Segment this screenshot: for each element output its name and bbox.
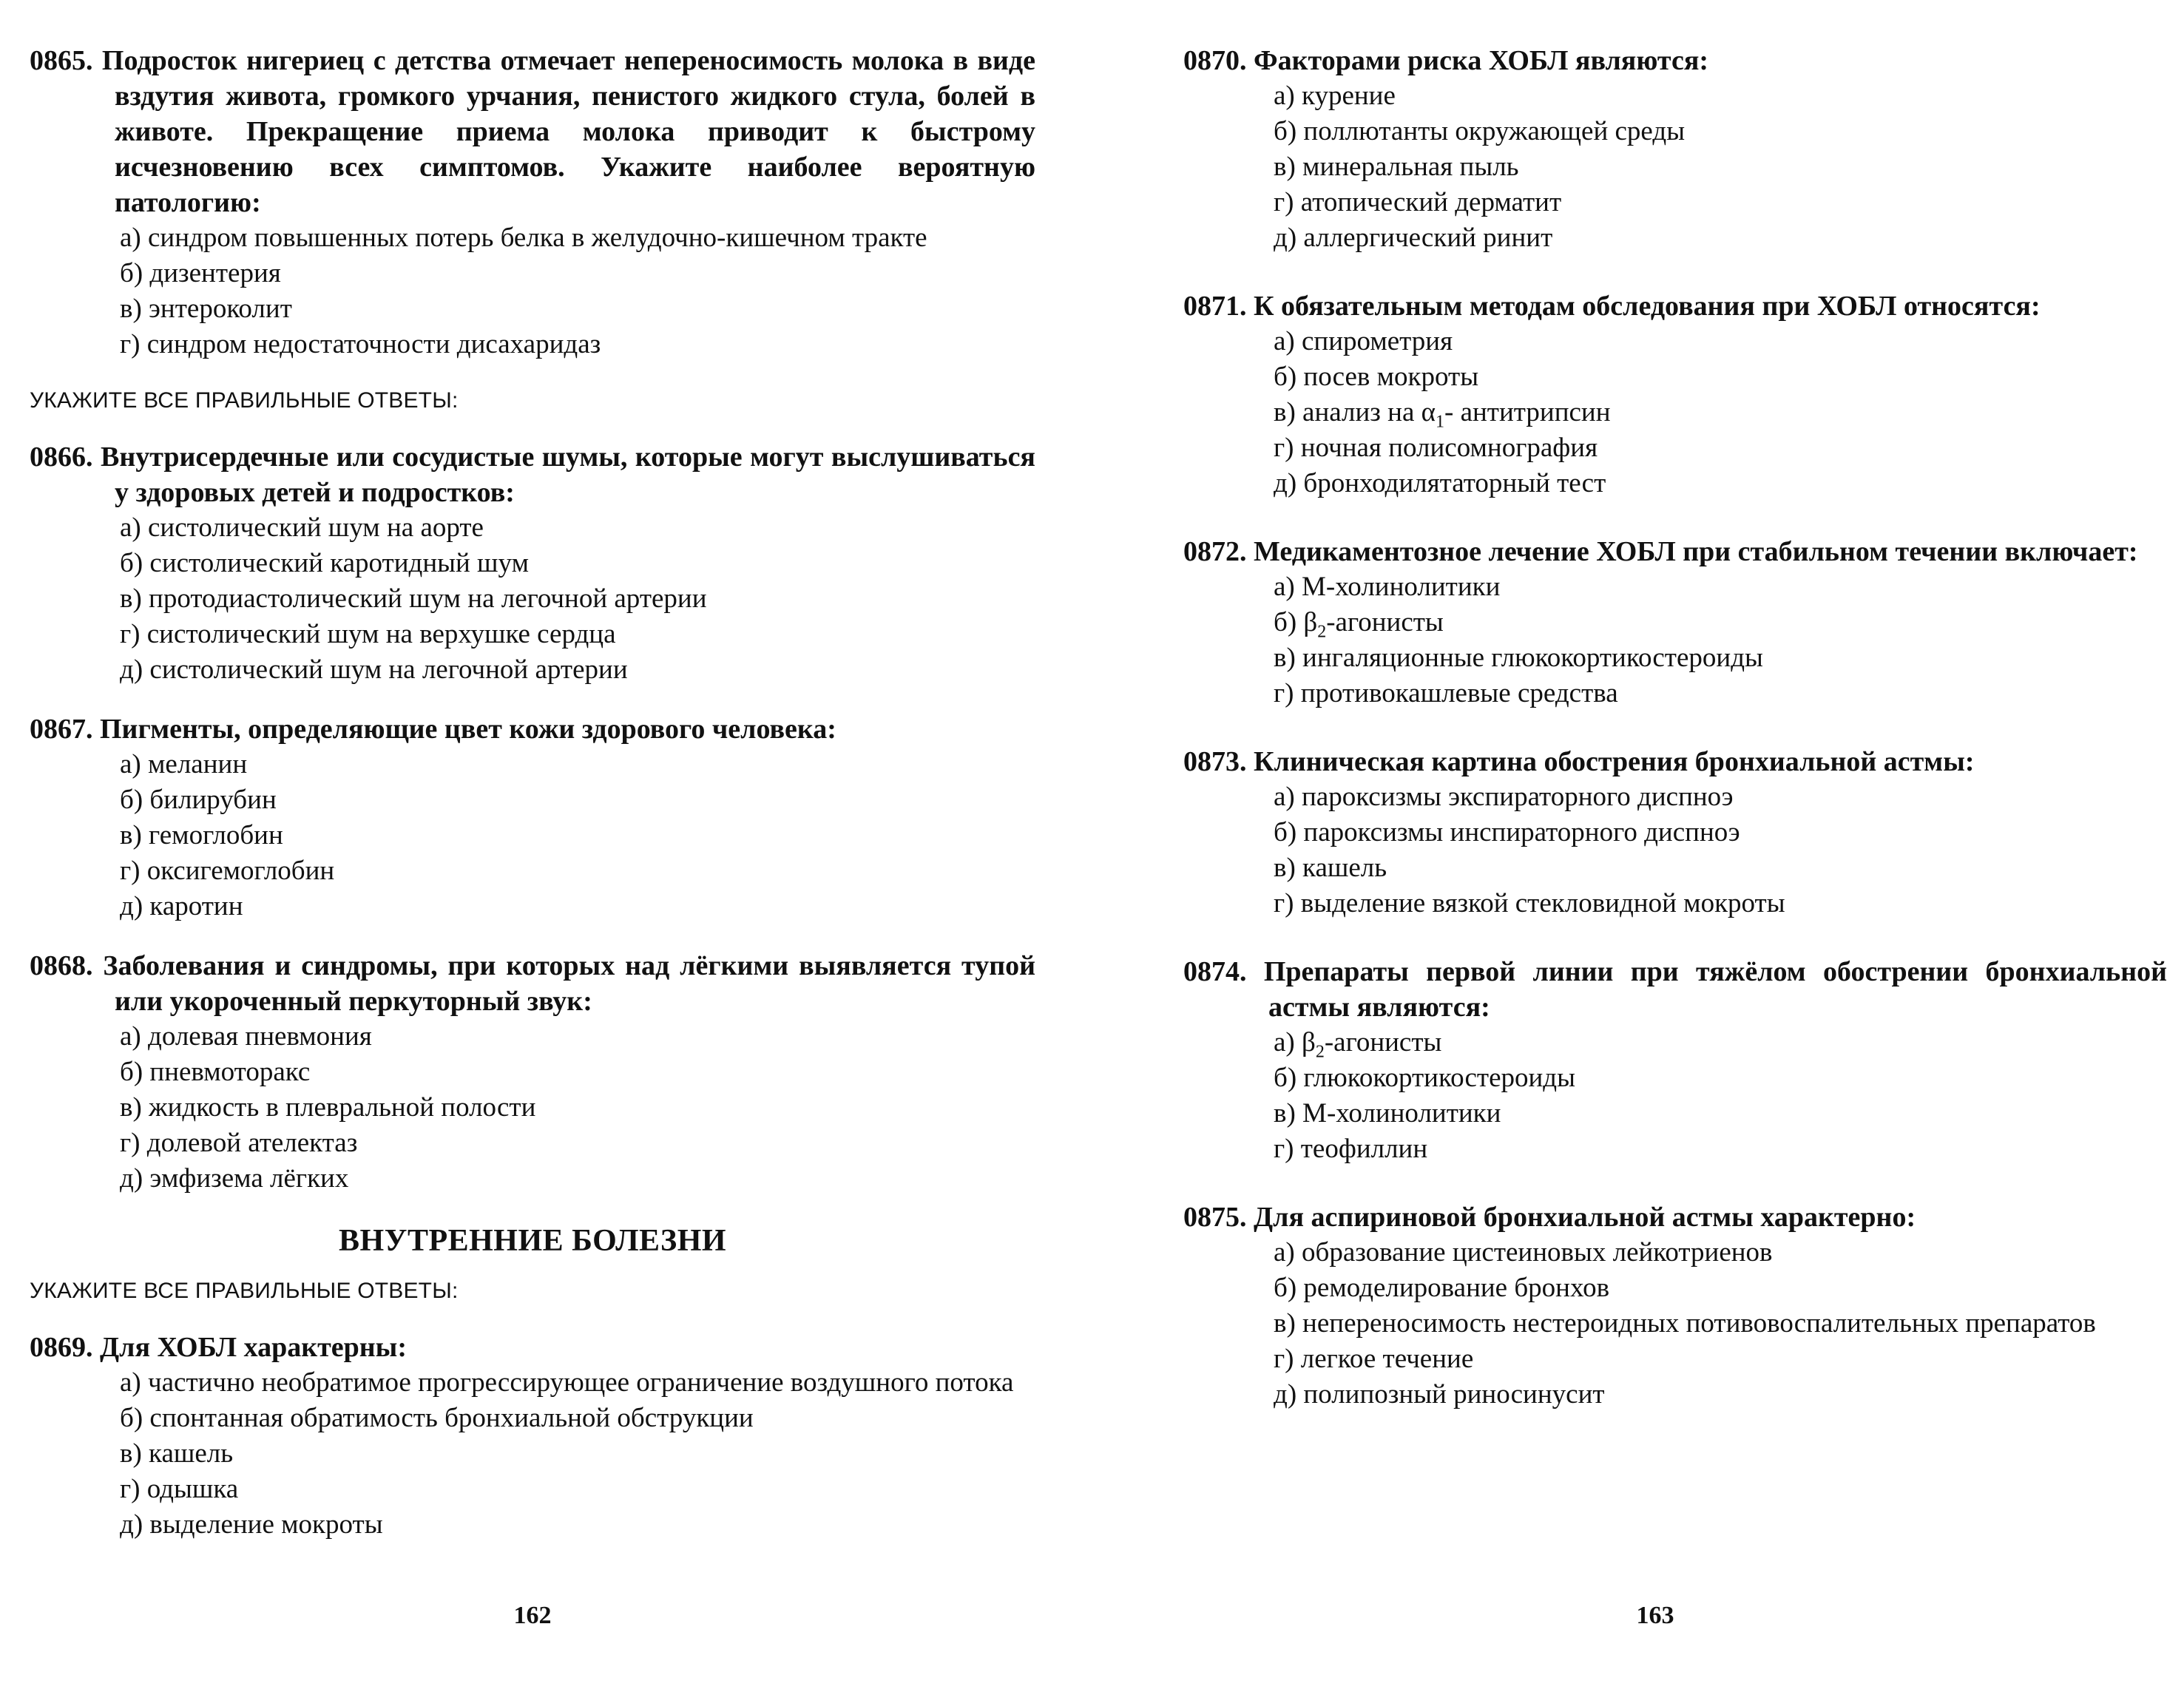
option: г) противокашлевые средства xyxy=(1274,678,1618,708)
option-list xyxy=(1183,779,2167,921)
option: б) ремоделирование бронхов xyxy=(1274,1273,1610,1303)
option: а) синдром повышенных потерь белка в желудочно-кишечном тракте xyxy=(120,223,927,253)
option: г) синдром недостаточности дисахаридаз xyxy=(120,329,601,359)
right-column xyxy=(1183,43,2167,1412)
option: в) гемоглобин xyxy=(120,820,283,850)
question-text xyxy=(30,43,1035,220)
option: б) посев мокроты xyxy=(1274,362,1479,392)
option: б) систолический каротидный шум xyxy=(120,548,529,578)
question-0869 xyxy=(30,1330,1035,1543)
right-page xyxy=(1092,0,2184,1692)
option: б) глюкокортикостероиды xyxy=(1274,1063,1575,1093)
left-column xyxy=(30,43,1035,1543)
section-title: ВНУТРЕННИЕ БОЛЕЗНИ xyxy=(338,1224,727,1258)
option-list xyxy=(1183,1235,2167,1412)
option: в) энтероколит xyxy=(120,294,292,324)
question-text xyxy=(30,948,1035,1019)
option: а) частично необратимое прогрессирующее ограничение воздушного потока xyxy=(120,1367,1014,1398)
option: б) пневмоторакс xyxy=(120,1057,311,1087)
question-text xyxy=(1183,43,2167,78)
option: б) спонтанная обратимость бронхиальной обструкции xyxy=(120,1403,754,1433)
option-list xyxy=(30,510,1035,688)
question-number: 0866. xyxy=(30,441,93,473)
option: а) долевая пневмония xyxy=(120,1021,372,1052)
question-stem: Подросток нигериец с детства отмечает непереносимость молока в виде вздутия живота, громкого урчания, пенистого жидкого стула, болей в животе. Прекращение приема молока приводит к быстрому исчезновению всех симптомов. Укажите наиболее вероятную патологию: xyxy=(101,45,1036,218)
option-list xyxy=(1183,78,2167,256)
option: г) одышка xyxy=(120,1474,239,1504)
question-number: 0867. xyxy=(30,714,93,745)
option: а) меланин xyxy=(120,749,248,779)
option-list xyxy=(30,1365,1035,1543)
option: б) дизентерия xyxy=(120,258,281,288)
option: а) М-холинолитики xyxy=(1274,572,1501,602)
question-0868 xyxy=(30,948,1035,1197)
question-text xyxy=(30,439,1035,510)
question-0870 xyxy=(1183,43,2167,256)
question-text xyxy=(1183,954,2167,1025)
instruction-text: УКАЖИТЕ ВСЕ ПРАВИЛЬНЫЕ ОТВЕТЫ: xyxy=(30,388,459,413)
option: г) выделение вязкой стекловидной мокроты xyxy=(1274,888,1785,918)
option-list xyxy=(1183,569,2167,711)
option: а) образование цистеиновых лейкотриенов xyxy=(1274,1237,1773,1268)
question-stem: Клиническая картина обострения бронхиальной астмы: xyxy=(1254,746,1975,777)
option: г) оксигемоглобин xyxy=(120,856,335,886)
question-number: 0869. xyxy=(30,1332,93,1363)
option: а) курение xyxy=(1274,81,1396,111)
option: в) анализ на $\alpha_1-$ антитрипсин xyxy=(1274,397,1611,432)
page-number: 162 xyxy=(513,1602,552,1629)
option: г) долевой ателектаз xyxy=(120,1128,358,1158)
option: в) жидкость в плевральной полости xyxy=(120,1092,536,1123)
option: в) непереносимость нестероидных потивовоспалительных препаратов xyxy=(1274,1308,2096,1339)
option: в) М-холинолитики xyxy=(1274,1098,1501,1128)
option: в) кашель xyxy=(1274,853,1387,883)
option: д) каротин xyxy=(120,891,243,921)
option: б) $\beta_2$-агонисты xyxy=(1274,607,1444,642)
option: а) систолический шум на аорте xyxy=(120,512,484,543)
question-stem: Для ХОБЛ характерны: xyxy=(100,1332,407,1363)
question-0875 xyxy=(1183,1199,2167,1412)
question-stem: Медикаментозное лечение ХОБЛ при стабильном течении включает: xyxy=(1254,536,2138,567)
question-0867 xyxy=(30,711,1035,924)
question-text xyxy=(1183,1199,2167,1235)
option: в) ингаляционные глюкокортикостероиды xyxy=(1274,643,1763,673)
question-text xyxy=(30,711,1035,747)
question-text xyxy=(1183,288,2167,324)
option-list xyxy=(1183,324,2167,501)
question-stem: Препараты первой линии при тяжёлом обострении бронхиальной астмы являются: xyxy=(1263,956,2168,1023)
option: а) пароксизмы экспираторного диспноэ xyxy=(1274,782,1734,812)
option: б) пароксизмы инспираторного диспноэ xyxy=(1274,817,1740,847)
option: г) теофиллин xyxy=(1274,1134,1428,1164)
question-0865 xyxy=(30,43,1035,362)
question-number: 0865. xyxy=(30,45,93,76)
question-stem: Внутрисердечные или сосудистые шумы, которые могут выслушиваться у здоровых детей и подростков: xyxy=(100,441,1035,508)
option: а) $\beta_2$-агонисты xyxy=(1274,1027,1442,1062)
option: в) минеральная пыль xyxy=(1274,152,1519,182)
option: д) бронходилятаторный тест xyxy=(1274,468,1606,498)
question-text xyxy=(1183,744,2167,779)
option: д) аллергический ринит xyxy=(1274,223,1553,253)
option-list xyxy=(30,1019,1035,1197)
option-list xyxy=(30,747,1035,924)
question-0872 xyxy=(1183,534,2167,711)
question-stem: К обязательным методам обследования при ХОБЛ относятся: xyxy=(1254,291,2041,322)
option: а) спирометрия xyxy=(1274,326,1453,356)
question-stem: Для аспириновой бронхиальной астмы характерно: xyxy=(1254,1202,1916,1233)
option: д) полипозный риносинусит xyxy=(1274,1379,1605,1410)
question-0871 xyxy=(1183,288,2167,501)
question-number: 0871. xyxy=(1183,291,1247,322)
option: г) легкое течение xyxy=(1274,1344,1474,1374)
option: д) выделение мокроты xyxy=(120,1509,383,1540)
option: д) эмфизема лёгких xyxy=(120,1163,349,1194)
question-number: 0875. xyxy=(1183,1202,1247,1233)
option: г) систолический шум на верхушке сердца xyxy=(120,619,616,649)
option-list xyxy=(1183,1025,2167,1167)
question-text xyxy=(1183,534,2167,569)
question-number: 0874. xyxy=(1183,956,1247,987)
question-number: 0873. xyxy=(1183,746,1247,777)
page-number: 163 xyxy=(1636,1602,1674,1629)
question-0873 xyxy=(1183,744,2167,921)
question-stem: Заболевания и синдромы, при которых над лёгкими выявляется тупой или укороченный перкуторный звук: xyxy=(103,950,1036,1017)
question-number: 0868. xyxy=(30,950,93,981)
question-text xyxy=(30,1330,1035,1365)
option: г) ночная полисомнография xyxy=(1274,433,1598,463)
option: б) поллютанты окружающей среды xyxy=(1274,116,1686,146)
option: в) кашель xyxy=(120,1438,234,1469)
question-0866 xyxy=(30,439,1035,688)
instruction-text: УКАЖИТЕ ВСЕ ПРАВИЛЬНЫЕ ОТВЕТЫ: xyxy=(30,1279,459,1303)
question-stem: Пигменты, определяющие цвет кожи здорового человека: xyxy=(100,714,836,745)
question-stem: Факторами риска ХОБЛ являются: xyxy=(1254,45,1709,76)
option: б) билирубин xyxy=(120,785,277,815)
question-0874 xyxy=(1183,954,2167,1167)
option: г) атопический дерматит xyxy=(1274,187,1562,217)
question-number: 0872. xyxy=(1183,536,1247,567)
option: д) систолический шум на легочной артерии xyxy=(120,654,628,685)
option-list xyxy=(30,220,1035,362)
option: в) протодиастолический шум на легочной артерии xyxy=(120,583,707,614)
question-number: 0870. xyxy=(1183,45,1247,76)
